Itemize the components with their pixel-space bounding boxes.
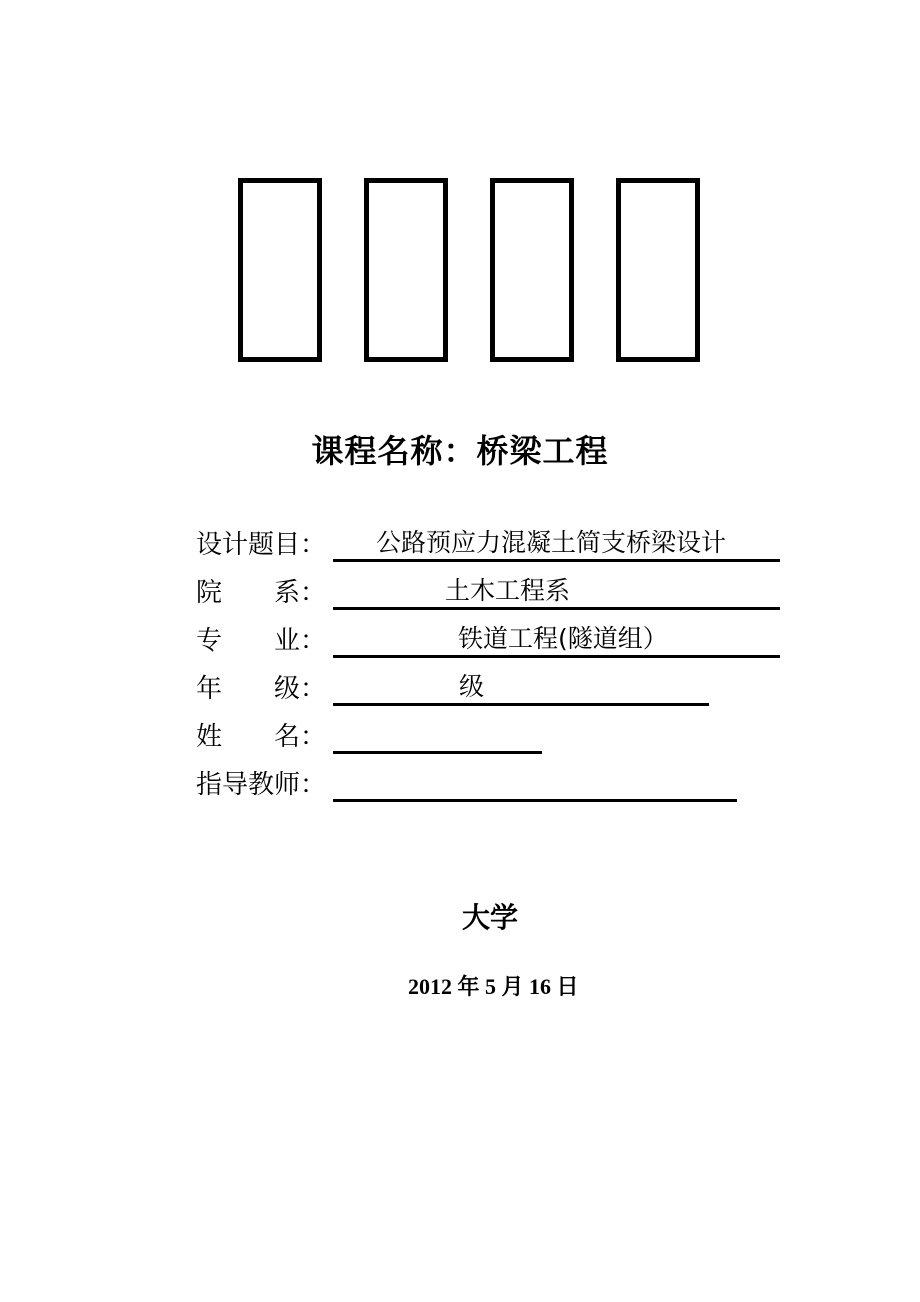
field-major-value: 铁道工程(隧道组） (458, 624, 668, 653)
field-advisor-underline (333, 799, 737, 802)
course-title (0, 426, 920, 472)
title-glyph-box-4 (616, 178, 700, 362)
field-name-underline (333, 751, 542, 754)
field-department-value: 土木工程系 (445, 576, 571, 605)
field-major-underline (333, 655, 780, 658)
school-name: 大学 (461, 901, 518, 934)
title-glyph-box-1 (238, 178, 322, 362)
field-name-label: 姓 名： (196, 722, 327, 752)
date-line: 2012 年 5 月 16 日 (408, 974, 579, 999)
field-grade (196, 672, 716, 706)
title-glyph-box-3 (490, 178, 574, 362)
field-department-label: 院 系： (196, 578, 327, 608)
field-advisor-label: 指导教师： (196, 770, 327, 800)
title-glyph-box-2 (364, 178, 448, 362)
field-topic-underline (333, 559, 780, 562)
field-topic-value: 公路预应力混凝土简支桥梁设计 (376, 528, 727, 557)
field-topic (196, 528, 786, 562)
field-grade-label: 年 级： (196, 674, 327, 704)
field-major (196, 624, 786, 658)
field-grade-underline (333, 703, 709, 706)
field-grade-value: 级 (459, 672, 485, 701)
course-name: 桥梁工程 (476, 432, 609, 470)
field-major-label: 专 业： (196, 626, 327, 656)
field-advisor (196, 768, 746, 802)
field-name (196, 720, 556, 754)
field-department (196, 576, 786, 610)
field-department-underline (333, 607, 780, 610)
course-label: 课程名称： (311, 432, 477, 470)
field-topic-label: 设计题目： (196, 530, 327, 560)
